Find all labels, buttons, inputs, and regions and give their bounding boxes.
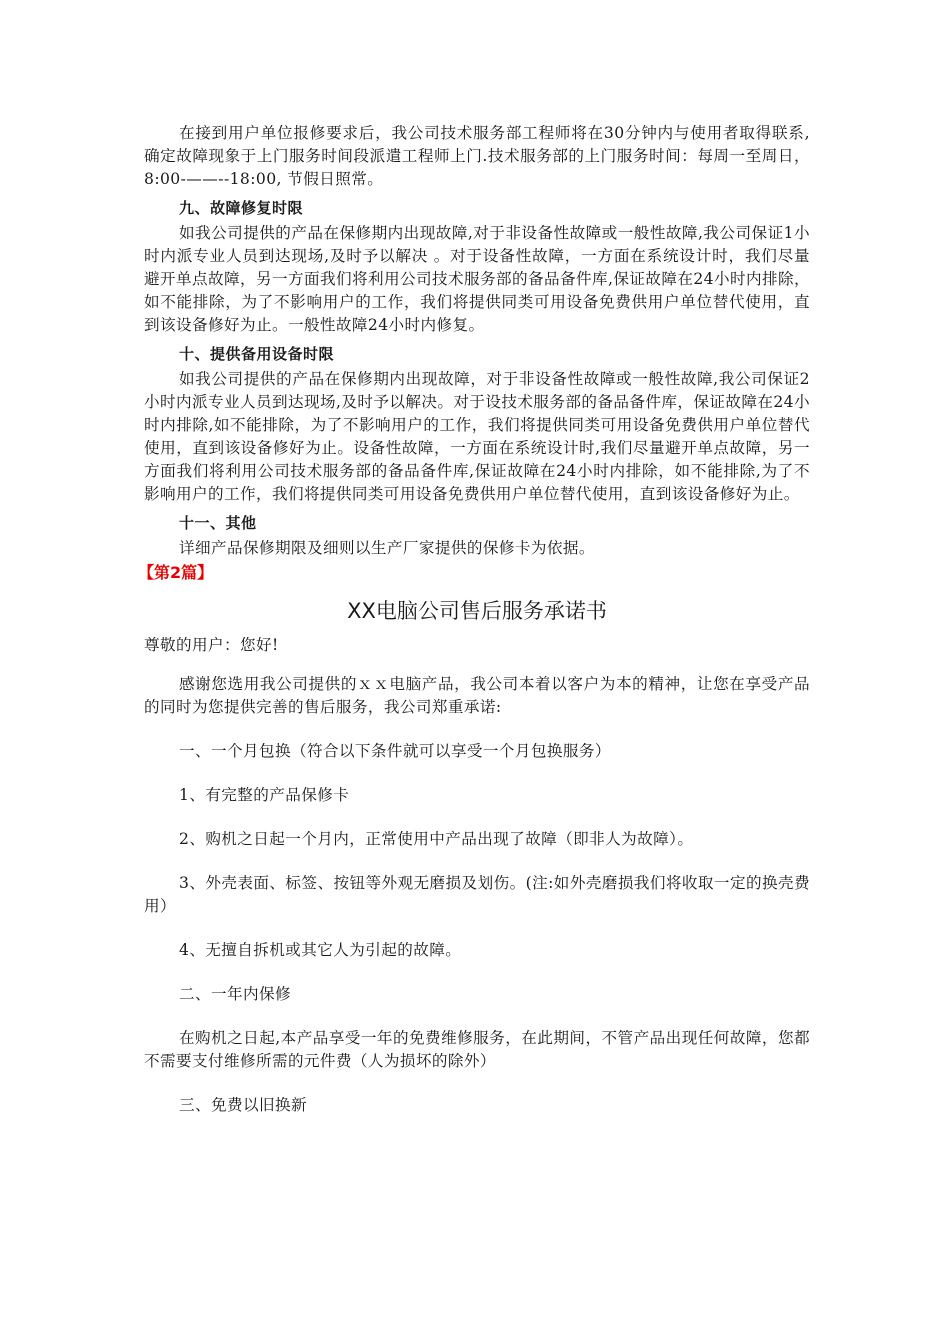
section-11-heading: 十一、其他: [179, 514, 257, 532]
part-2-label: 【第2篇】: [138, 563, 214, 582]
document-page: [138, 122, 810, 1138]
list-item: 3、外壳表面、标签、按钮等外观无磨损及划伤。(注:如外壳磨损我们将收取一定的换壳费用）: [144, 874, 810, 915]
section-10-body: 如我公司提供的产品在保修期内出现故障，对于非设备性故障或一般性故障,我公司保证2小时内派专业人员到达现场,及时予以解决。对于设技术服务部的备品备件库，保证故障在24小时内排除,如不能排除，为了不影响用户的工作，我们将提供同类可用设备免费供用户单位替代使用，直到该设备修好为止。设备性故障，一方面在系统设计时,我们尽量避开单点故障，另一方面我们将利用公司技术服务部的备品备件库,保证故障在24小时内排除，如不能排除,为了不影响用户的工作，我们将提供同类可用设备免费供用户单位替代使用，直到该设备修好为止。: [144, 370, 810, 503]
section-10-heading: 十、提供备用设备时限: [179, 345, 335, 363]
thanks-paragraph: 感谢您选用我公司提供的ｘｘ电脑产品，我公司本着以客户为本的精神，让您在享受产品的同时为您提供完善的售后服务，我公司郑重承诺:: [144, 675, 810, 716]
section-11-body: 详细产品保修期限及细则以生产厂家提供的保修卡为依据。: [179, 539, 595, 557]
clause-heading-2: 二、一年内保修: [179, 985, 291, 1003]
section-9-heading: 九、故障修复时限: [179, 199, 304, 217]
clause-heading-3: 三、免费以旧换新: [179, 1096, 307, 1114]
section-9-body: 如我公司提供的产品在保修期内出现故障,对于非设备性故障或一般性故障,我公司保证1小时内派专业人员到达现场,及时予以解决 。对于设备性故障，一方面在系统设计时，我们尽量避开单点故障，另一方面我们将利用公司技术服务部的备品备件库,保证故障在24小时内排除，如不能排除，为了不影响用户的工作，我们将提供同类可用设备免费供用户单位替代使用，直到该设备修好为止。一般性故障24小时内修复。: [144, 224, 810, 334]
list-item: 1、有完整的产品保修卡: [179, 786, 350, 804]
list-item: 4、无擅自拆机或其它人为引起的故障。: [179, 941, 462, 959]
clause-heading-1: 一、一个月包换（符合以下条件就可以享受一个月包换服务）: [179, 742, 611, 760]
greeting: 尊敬的用户：您好!: [144, 636, 279, 654]
intro-paragraph: 在接到用户单位报修要求后，我公司技术服务部工程师将在30分钟内与使用者取得联系,确定故障现象于上门服务时间段派遣工程师上门.技术服务部的上门服务时间：每周一至周日，8:00-——--18:00, 节假日照常。: [144, 124, 810, 188]
list-item: 2、购机之日起一个月内，正常使用中产品出现了故障（即非人为故障）。: [179, 830, 694, 848]
document-title: XX电脑公司售后服务承诺书: [347, 599, 607, 623]
warranty-paragraph: 在购机之日起,本产品享受一年的免费维修服务，在此期间，不管产品出现任何故障，您都不需要支付维修所需的元件费（人为损坏的除外）: [144, 1029, 810, 1070]
